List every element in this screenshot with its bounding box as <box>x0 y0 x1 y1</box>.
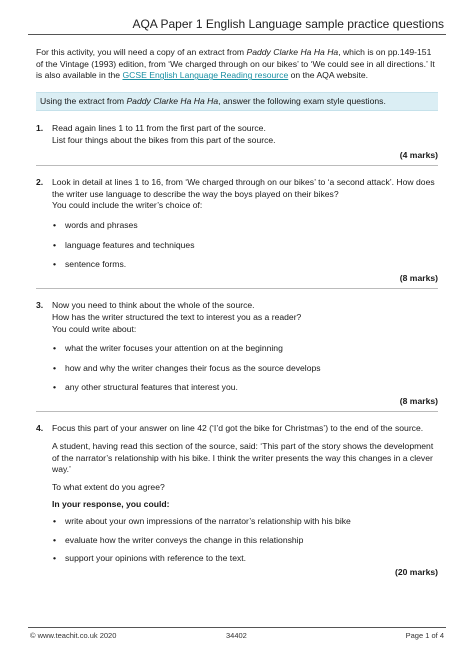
question-text: Now you need to think about the whole of the source. <box>52 300 255 311</box>
list-item: • how and why the writer changes their focus as the source develops <box>53 362 321 373</box>
marks-label: (20 marks) <box>395 566 438 577</box>
book-title: Paddy Clarke Ha Ha Ha <box>246 47 339 57</box>
list-item-text: any other structural features that interest you. <box>65 382 238 393</box>
question-4 <box>36 423 438 564</box>
list-item: • words and phrases <box>53 219 138 230</box>
page-number: Page 1 of 4 <box>405 631 444 640</box>
list-item: • evaluate how the writer conveys the change in this relationship <box>53 534 304 545</box>
instruction-text: Using the extract from <box>40 95 127 106</box>
question-text: Read again lines 1 to 11 from the first part of the source. <box>52 123 266 134</box>
list-item: • what the writer focuses your attention on at the beginning <box>53 343 283 354</box>
list-item-text: sentence forms. <box>65 259 127 270</box>
question-text: Focus this part of your answer on line 42 (‘I’d got the bike for Christmas’) to the end of the source. <box>52 423 424 434</box>
marks-label: (8 marks) <box>399 272 438 283</box>
page-header <box>28 14 446 35</box>
marks-label: (4 marks) <box>399 149 438 160</box>
question-text: How has the writer structured the text to interest you as a reader? <box>52 311 302 322</box>
divider <box>36 165 438 166</box>
marks-label: (8 marks) <box>399 395 438 406</box>
student-quote: A student, having read this section of the source, said: ‘This part of the story shows the development of the narrator’s relationship with his bike. I think the writer presents the way this changes in a clever way.’ <box>52 441 434 475</box>
question-number: 4. <box>36 423 44 434</box>
list-item-text: what the writer focuses your attention on at the beginning <box>65 343 283 354</box>
resource-id: 34402 <box>226 631 247 640</box>
instruction-band <box>36 92 438 112</box>
question-2 <box>36 177 438 271</box>
question-number: 3. <box>36 300 44 311</box>
question-number: 1. <box>36 123 44 134</box>
list-item: • sentence forms. <box>53 259 127 270</box>
list-item-text: write about your own impressions of the narrator’s relationship with his bike <box>65 516 351 527</box>
list-item-text: evaluate how the writer conveys the change in this relationship <box>65 534 304 545</box>
intro-paragraph <box>36 47 438 82</box>
list-item: • support your opinions with reference to the text. <box>53 553 247 564</box>
question-text: You could write about: <box>52 323 137 334</box>
list-item-text: words and phrases <box>65 219 138 230</box>
response-prompt: In your response, you could: <box>52 499 170 510</box>
list-item: • language features and techniques <box>53 239 195 250</box>
list-item-text: support your opinions with reference to the text. <box>65 553 247 564</box>
question-3 <box>36 300 438 394</box>
document-body <box>36 40 438 578</box>
list-item: • any other structural features that interest you. <box>53 382 238 393</box>
instruction-book-title: Paddy Clarke Ha Ha Ha <box>126 95 219 106</box>
page-footer <box>28 627 446 640</box>
divider <box>36 288 438 289</box>
list-item-text: how and why the writer changes their focus as the source develops <box>65 362 321 373</box>
question-1 <box>36 123 438 146</box>
instruction-text-2: , answer the following exam style questions. <box>218 95 386 106</box>
question-number: 2. <box>36 177 44 188</box>
question-text: You could include the writer’s choice of: <box>52 200 203 211</box>
question-text: To what extent do you agree? <box>52 481 165 492</box>
question-text: Look in detail at lines 1 to 16, from ‘We charged through on our bikes’ to ‘a second attack’. How does the writer use language to describe the way the boys played on their bikes? <box>52 177 435 199</box>
intro-text-2: , which is on pp.149-151 of the Vintage (1993) edition, from ‘We charged through on our bikes’ to ‘We could see in all directions.’ It is also available in the <box>36 47 435 81</box>
intro-text-3: on the AQA website. <box>288 70 369 81</box>
divider <box>36 411 438 412</box>
page-title: AQA Paper 1 English Language sample practice questions <box>132 17 444 31</box>
list-item-text: language features and techniques <box>65 239 195 250</box>
list-item: • write about your own impressions of the narrator’s relationship with his bike <box>53 516 351 527</box>
copyright-text: © www.teachit.co.uk 2020 <box>30 631 117 640</box>
question-text: List four things about the bikes from this part of the source. <box>52 134 276 145</box>
aqa-resource-link[interactable]: GCSE English Language Reading resource <box>122 70 289 81</box>
intro-text: For this activity, you will need a copy of an extract from <box>36 47 247 57</box>
